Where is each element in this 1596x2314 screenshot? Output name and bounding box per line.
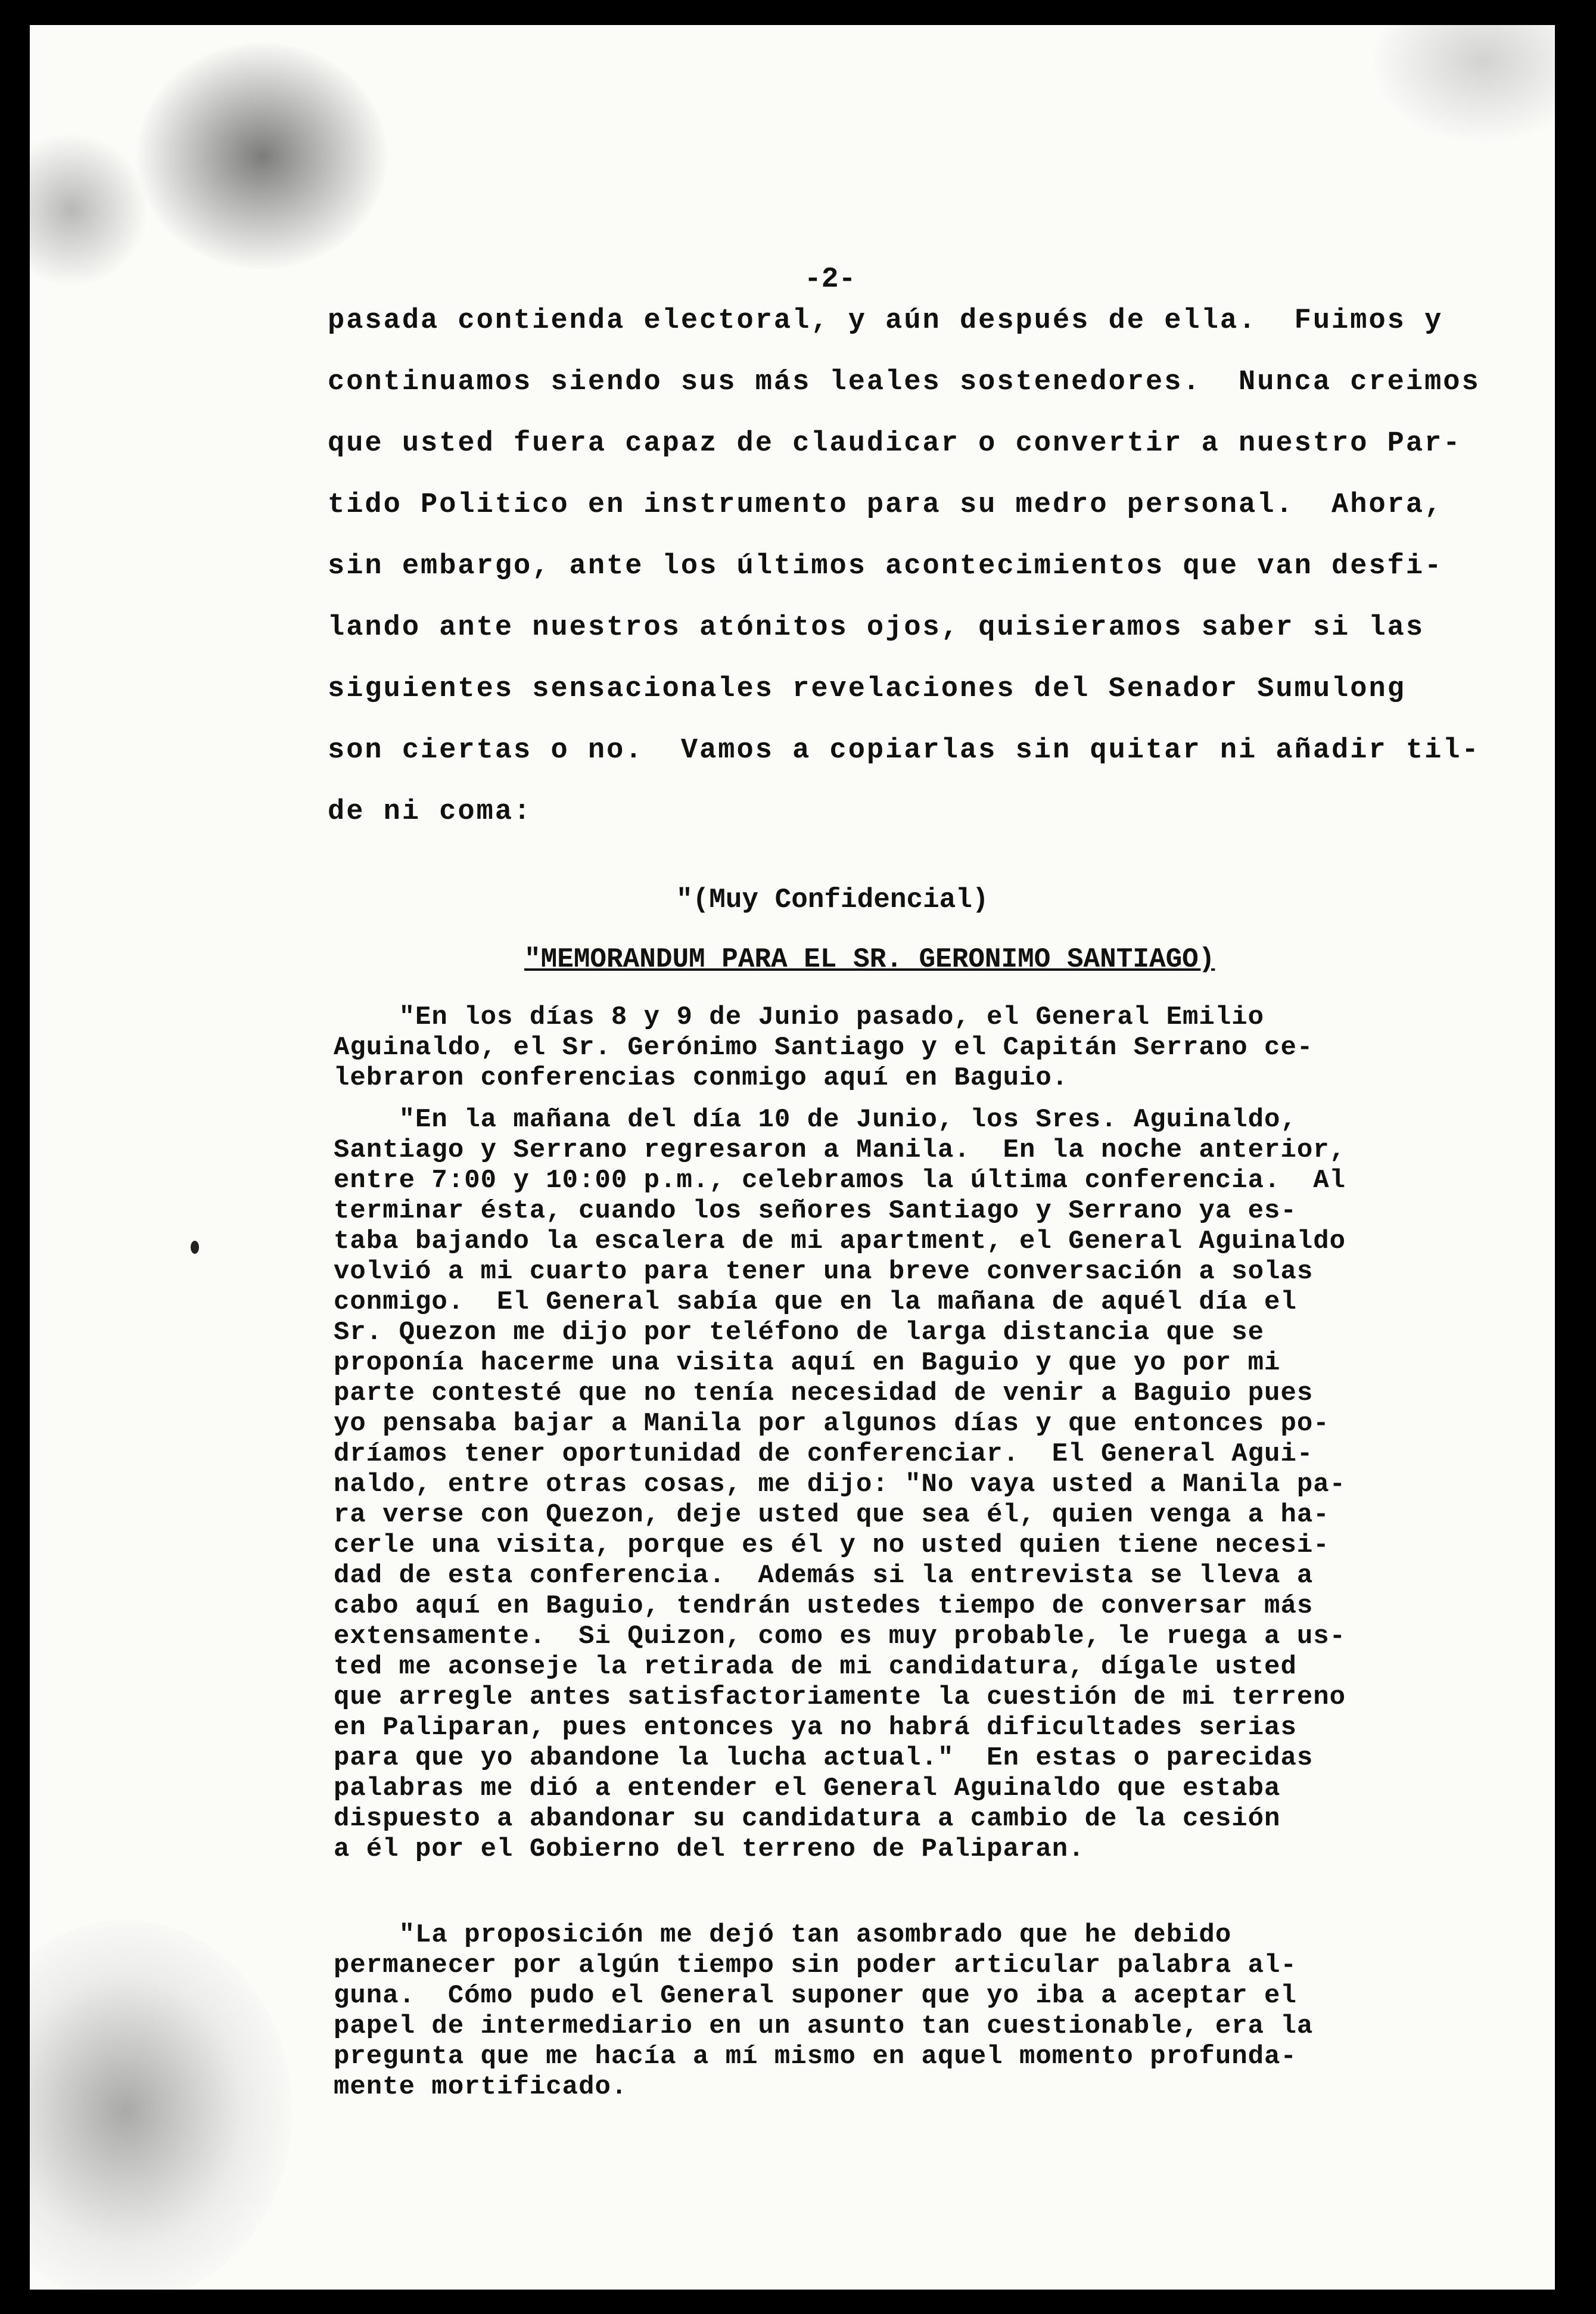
memo-line: Santiago y Serrano regresaron a Manila. En la noche anterior, <box>334 1135 1346 1165</box>
memo-line: proponía hacerme una visita aquí en Baguio y que yo por mi <box>334 1348 1281 1378</box>
memo-line: permanecer por algún tiempo sin poder articular palabra al- <box>334 1950 1297 1980</box>
memo-line: lebraron conferencias conmigo aquí en Baguio. <box>334 1063 1069 1093</box>
memo-line: que arregle antes satisfactoriamente la cuestión de mi terreno <box>334 1682 1346 1712</box>
text-line: tido Politico en instrumento para su medro personal. Ahora, <box>328 489 1443 521</box>
ink-stain <box>137 43 387 269</box>
memo-line: mente mortificado. <box>334 2072 628 2102</box>
memo-line: Aguinaldo, el Sr. Gerónimo Santiago y el Capitán Serrano ce- <box>334 1033 1314 1063</box>
memo-line: volvió a mi cuarto para tener una breve conversación a solas <box>334 1257 1314 1287</box>
page-number: -2- <box>804 263 856 296</box>
memo-line: taba bajando la escalera de mi apartment, el General Aguinaldo <box>334 1226 1346 1256</box>
memo-line: en Paliparan, pues entonces ya no habrá dificultades serias <box>334 1713 1297 1743</box>
memo-line: "En los días 8 y 9 de Junio pasado, el General Emilio <box>334 1002 1265 1032</box>
memo-line: papel de intermediario en un asunto tan cuestionable, era la <box>334 2011 1314 2041</box>
text-line: pasada contienda electoral, y aún después de ella. Fuimos y <box>328 305 1443 337</box>
memo-line: yo pensaba bajar a Manila por algunos días y que entonces po- <box>334 1409 1330 1439</box>
memo-line: dríamos tener oportunidad de conferenciar. El General Agui- <box>334 1439 1314 1469</box>
memo-line: "La proposición me dejó tan asombrado que he debido <box>334 1920 1232 1950</box>
text-line: de ni coma: <box>328 796 533 828</box>
memo-line: naldo, entre otras cosas, me dijo: "No vaya usted a Manila pa- <box>334 1470 1346 1499</box>
memo-line: guna. Cómo pudo el General suponer que yo iba a aceptar el <box>334 1981 1297 2011</box>
memo-line: ra verse con Quezon, deje usted que sea él, quien venga a ha- <box>334 1500 1330 1530</box>
memo-line: parte contesté que no tenía necesidad de venir a Baguio pues <box>334 1378 1314 1408</box>
memo-line: cabo aquí en Baguio, tendrán ustedes tiempo de conversar más <box>334 1591 1314 1621</box>
memo-line: "En la mañana del día 10 de Junio, los Sres. Aguinaldo, <box>334 1105 1297 1135</box>
text-line: que usted fuera capaz de claudicar o convertir a nuestro Par- <box>328 428 1462 459</box>
ink-stain <box>30 1920 292 2290</box>
text-line: continuamos siendo sus más leales sostenedores. Nunca creimos <box>328 366 1480 398</box>
memo-line: cerle una visita, porque es él y no usted quien tiene necesi- <box>334 1530 1330 1560</box>
margin-mark <box>191 1241 199 1254</box>
memo-heading: "MEMORANDUM PARA EL SR. GERONIMO SANTIAGO) <box>524 944 1215 975</box>
memo-line: terminar ésta, cuando los señores Santiago y Serrano ya es- <box>334 1196 1297 1226</box>
memo-line: Sr. Quezon me dijo por teléfono de larga distancia que se <box>334 1318 1265 1347</box>
memo-line: ted me aconseje la retirada de mi candidatura, dígale usted <box>334 1652 1297 1682</box>
confidential-heading: "(Muy Confidencial) <box>676 884 989 915</box>
memo-line: a él por el Gobierno del terreno de Paliparan. <box>334 1834 1085 1864</box>
text-line: siguientes sensacionales revelaciones del Senador Sumulong <box>328 673 1406 705</box>
memo-line: palabras me dió a entender el General Aguinaldo que estaba <box>334 1773 1281 1803</box>
memo-line: dispuesto a abandonar su candidatura a cambio de la cesión <box>334 1804 1281 1834</box>
text-line: son ciertas o no. Vamos a copiarlas sin quitar ni añadir til- <box>328 735 1480 766</box>
text-line: lando ante nuestros atónitos ojos, quisieramos saber si las <box>328 612 1425 644</box>
memo-line: pregunta que me hacía a mí mismo en aquel momento profunda- <box>334 2042 1297 2071</box>
memo-line: entre 7:00 y 10:00 p.m., celebramos la última conferencia. Al <box>334 1166 1346 1195</box>
document-page <box>30 25 1555 2290</box>
memo-line: dad de esta conferencia. Además si la entrevista se lleva a <box>334 1561 1314 1591</box>
memo-line: extensamente. Si Quizon, como es muy probable, le ruega a us- <box>334 1622 1346 1651</box>
text-line: sin embargo, ante los últimos acontecimientos que van desfi- <box>328 551 1443 582</box>
memo-line: para que yo abandone la lucha actual." En estas o parecidas <box>334 1743 1314 1773</box>
ink-stain <box>30 132 149 287</box>
ink-stain <box>1370 25 1555 144</box>
memo-line: conmigo. El General sabía que en la mañana de aquél día el <box>334 1287 1297 1317</box>
